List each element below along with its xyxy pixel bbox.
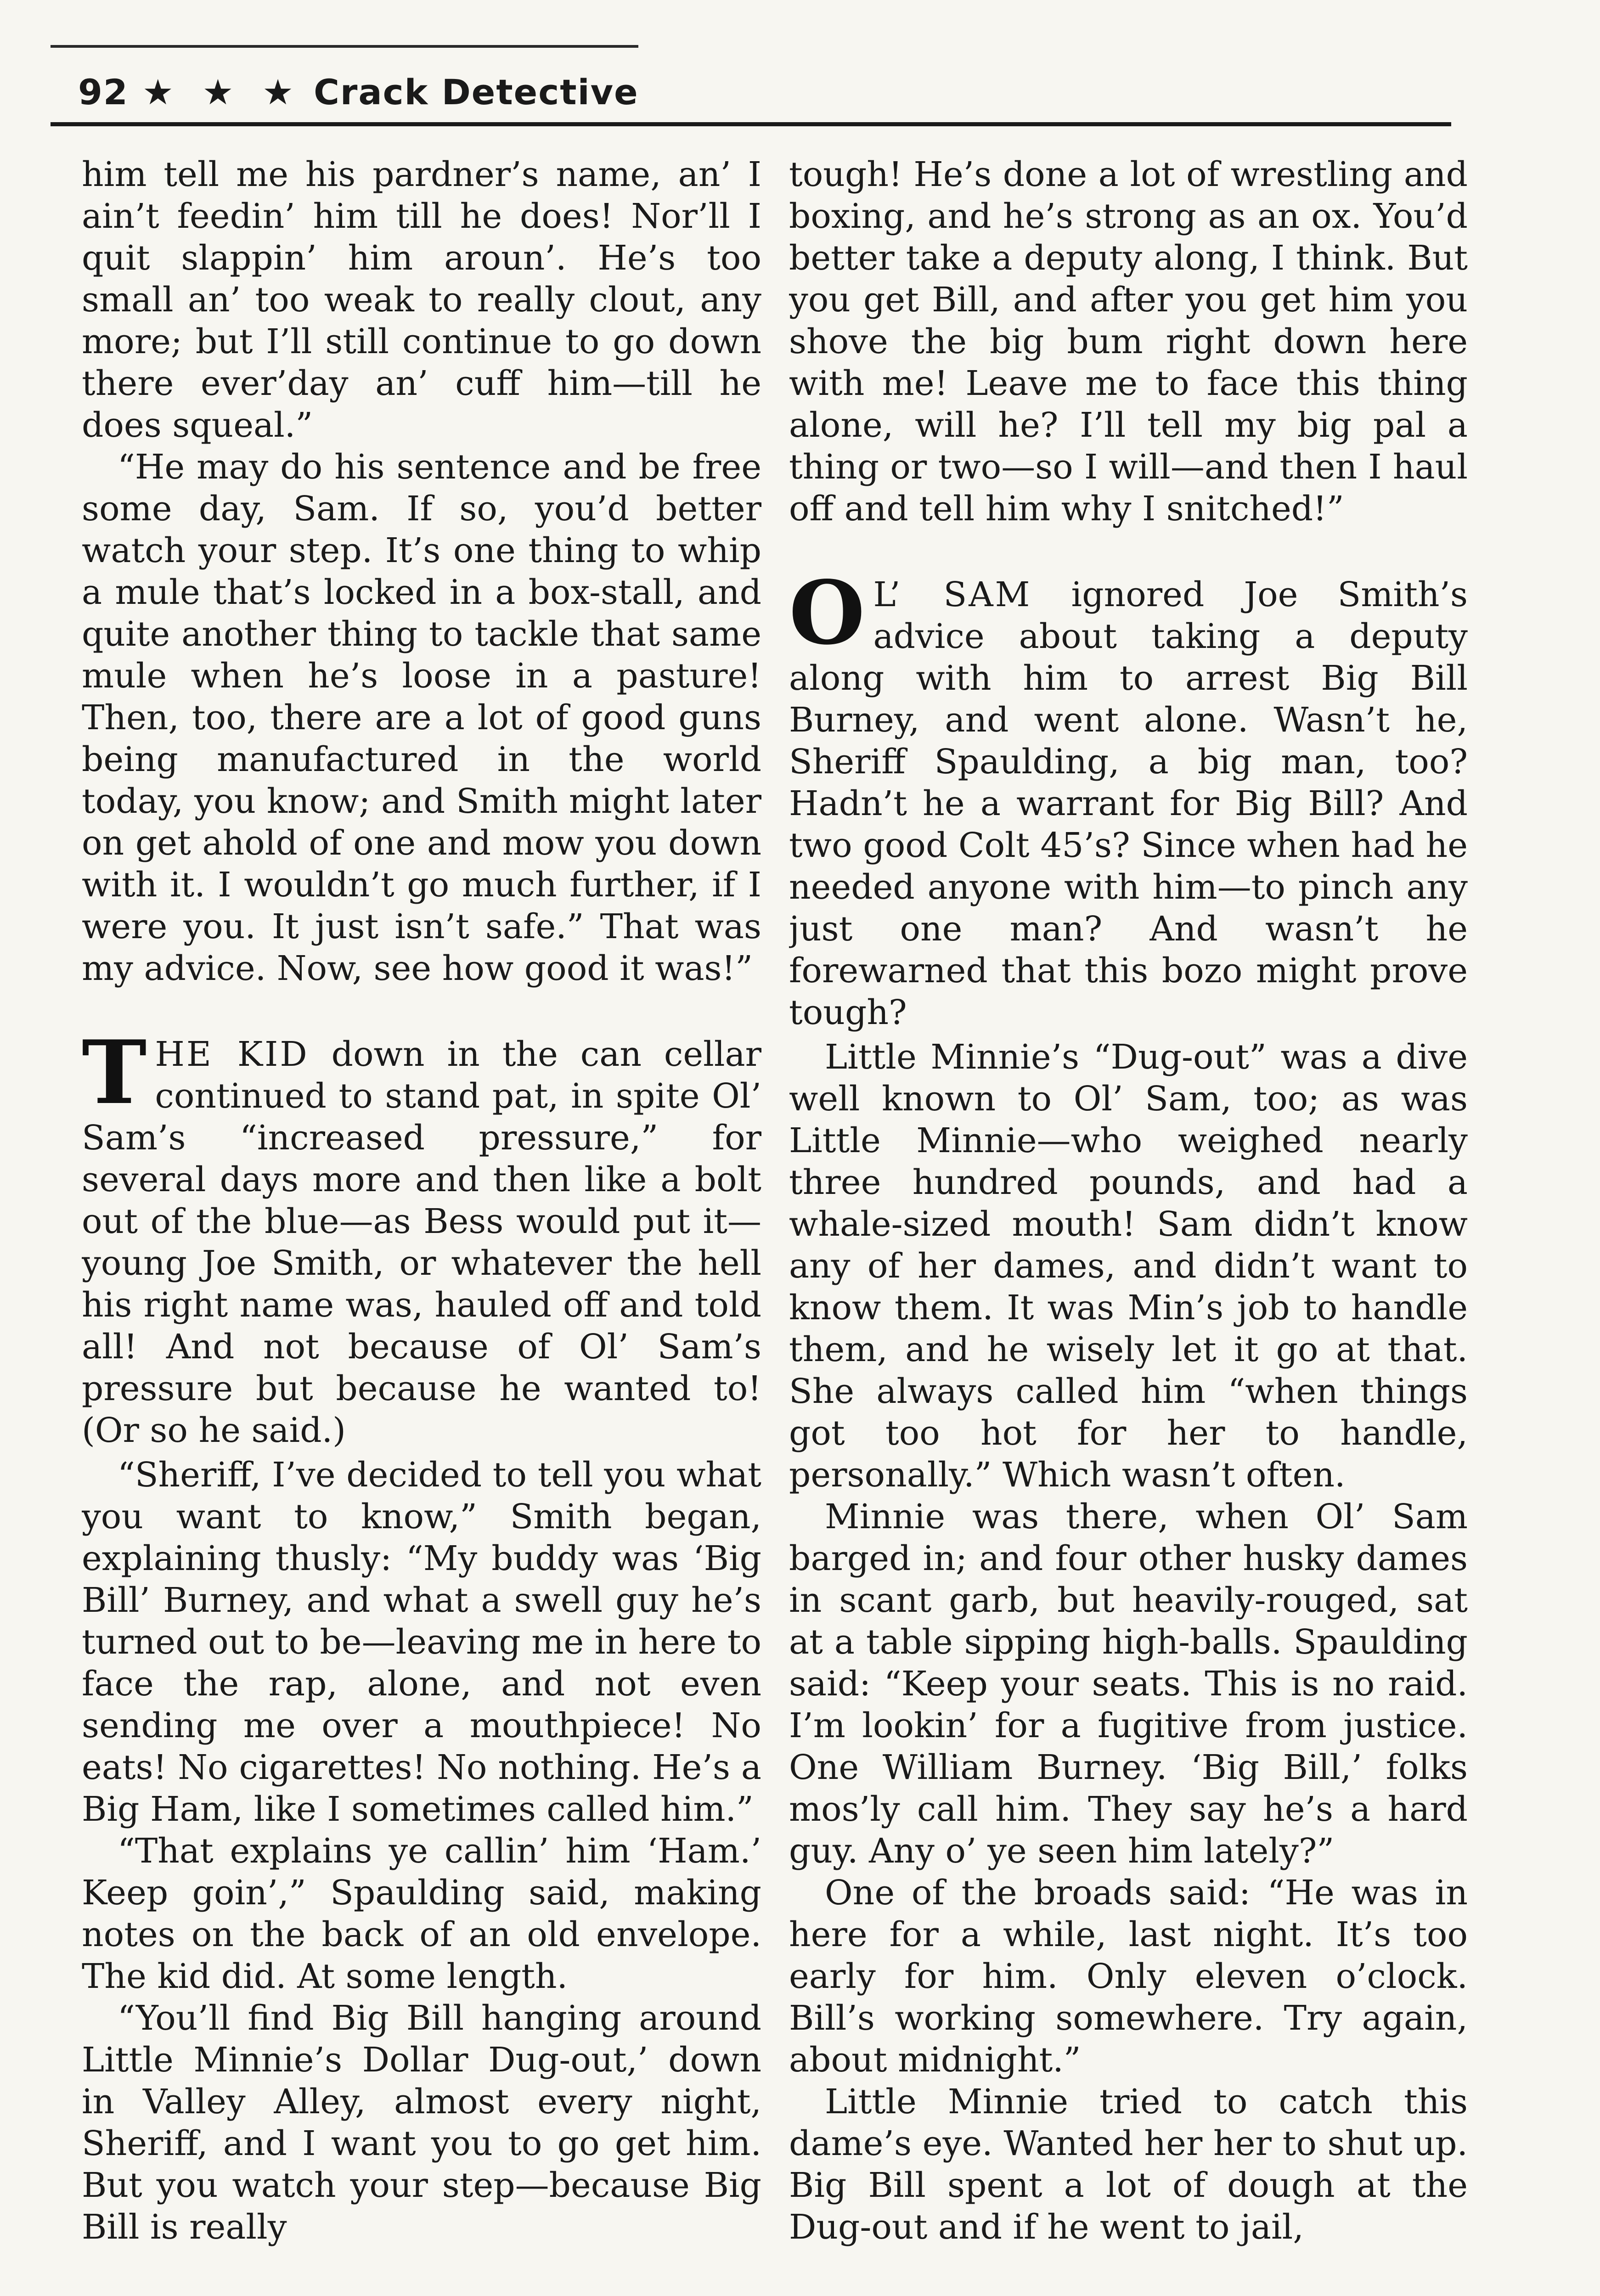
section-opening-paragraph <box>82 1021 761 1452</box>
paragraph: tough! He’s done a lot of wrestling and boxing, and he’s strong as an ox. You’d better take a deputy along, I think. But you get Bill, and after you get him you shove the big bum right down here with me! Leave me to face this thing alone, will he? I’ll tell my big pal a thing or two—so I will—and then I haul off and tell him why I snitched!” <box>789 155 1468 529</box>
lead-in: L’ SAM <box>873 575 1032 614</box>
paragraph: “He may do his sentence and be free some day, Sam. If so, you’d better watch your step. It’s one thing to whip a mule that’s locked in a box-stall, and quite another thing to tackle that same mule when he’s loose in a pasture! Then, too, there are a lot of good guns being manufactured in the world today, you know; and Smith might later on get ahold of one and mow you down with it. I wouldn’t go much further, if I were you. It just isn’t safe.” That was my advice. Now, see how good it was!” <box>82 447 761 988</box>
right-column <box>789 154 1468 2296</box>
paragraph: Little Minnie’s “Dug-out” was a dive well known to Ol’ Sam, too; as was Little Minnie—who weighed nearly three hundred pounds, and had a whale-sized mouth! Sam didn’t know any of her dames, and didn’t want to know them. It was Min’s job to handle them, and he wisely let it go at that. She always called him “when things got too hot for her to handle, personally.” Which wasn’t often. <box>789 1037 1468 1495</box>
paragraph: Minnie was there, when Ol’ Sam barged in; and four other husky dames in scant garb, but heavily-rouged, sat at a table sipping high-balls. Spaulding said: “Keep your seats. This is no raid. I’m lookin’ for a fugitive from justice. One William Burney. ‘Big Bill,’ folks mos’ly call him. They say he’s a hard guy. Any o’ ye seen him lately?” <box>789 1497 1468 1871</box>
paragraph-text: ignored Joe Smith’s advice about taking a deputy along with him to arrest Big Bill Burney, and went alone. Wasn’t he, Sheriff Spaulding, a big man, too? Hadn’t he a warrant for Big Bill? And two good Colt 45’s? Since when had he needed anyone with him—to pinch any just one man? And wasn’t he forewarned that this bozo might prove tough? <box>789 575 1468 1032</box>
paragraph-text: down in the can cellar continued to stand pat, in spite Ol’ Sam’s “increased pressure,” for several days more and then like a bolt out of the blue—as Bess would put it—young Joe Smith, or whatever the hell his right name was, hauled off and told all! And not because of Ol’ Sam’s pressure but because he wanted to! (Or so he said.) <box>82 1035 761 1450</box>
paragraph: “Sheriff, I’ve decided to tell you what you want to know,” Smith began, explaining thusly: “My buddy was ‘Big Bill’ Burney, and what a swell guy he’s turned out to be—leaving me in here to face the rap, alone, and not even sending me over a mouthpiece! No eats! No cigarettes! No nothing. He’s a Big Ham, like I sometimes called him.” <box>82 1455 761 1829</box>
publication-title: Crack Detective <box>314 71 639 113</box>
paragraph: “That explains ye callin’ him ‘Ham.’ Keep goin’,” Spaulding said, making notes on the back of an old envelope. The kid did. At some length. <box>82 1831 761 1996</box>
paragraph: “You’ll find Big Bill hanging around Little Minnie’s Dollar Dug-out,’ down in Valley Alley, almost every night, Sheriff, and I want you to go get him. But you watch your step—because Big Bill is really <box>82 1998 761 2247</box>
paragraph: One of the broads said: “He was in here for a while, last night. It’s too early for him. Only eleven o’clock. Bill’s working somewhere. Try again, about midnight.” <box>789 1873 1468 2080</box>
drop-cap: O <box>789 562 865 664</box>
header-rule <box>51 122 1451 126</box>
running-header <box>78 64 1456 119</box>
paragraph: him tell me his pardner’s name, an’ I ain’t feedin’ him till he does! Nor’ll I quit slappin’ him aroun’. He’s too small an’ too weak to really clout, any more; but I’ll still continue to go down there ever’day an’ cuff him—till he does squeal.” <box>82 155 761 445</box>
section-opening-paragraph <box>789 562 1468 1034</box>
paragraph: Little Minnie tried to catch this dame’s eye. Wanted her her to shut up. Big Bill spent a lot of dough at the Dug-out and if he went to jail, <box>789 2082 1468 2247</box>
drop-cap: T <box>82 1021 147 1124</box>
page-number: 92 <box>78 71 129 113</box>
star-ornament-icon: ★ ★ ★ <box>142 71 302 113</box>
top-rule <box>51 45 638 48</box>
left-column <box>82 154 761 2296</box>
lead-in: HE KID <box>155 1035 309 1074</box>
